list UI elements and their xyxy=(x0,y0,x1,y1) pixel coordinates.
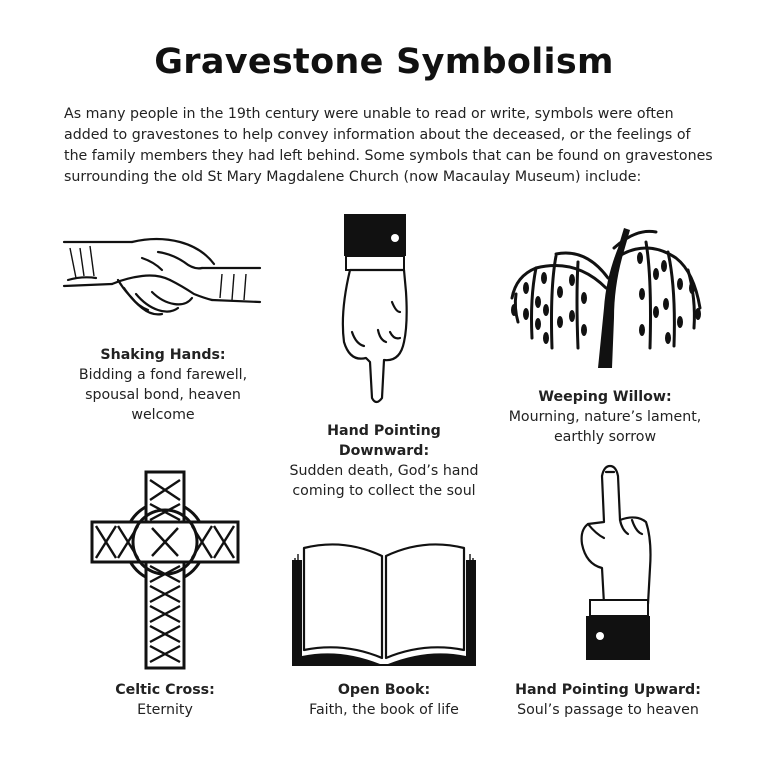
page-title: Gravestone Symbolism xyxy=(154,42,614,82)
symbol-caption-celtic-cross xyxy=(60,680,270,720)
shaking-hands-icon xyxy=(62,228,262,323)
symbol-meaning: Faith, the book of life xyxy=(309,702,459,718)
symbol-name: Weeping Willow: xyxy=(538,389,672,405)
symbol-meaning: Soul’s passage to heaven xyxy=(517,702,699,718)
symbol-name: Open Book: xyxy=(337,682,431,698)
symbol-meaning: Sudden death, God’s hand coming to collect the soul xyxy=(289,463,479,499)
symbol-caption-hand-pointing-upward xyxy=(506,680,710,720)
intro-paragraph: As many people in the 19th century were unable to read or write, symbols were often added to gravestones to help convey information about the deceased, or the feelings of the family members they had left behind. Some symbols that can be found on gravestones surrounding the old St Mary Magdalene Church (now Macaulay Museum) include: xyxy=(64,106,713,185)
symbol-caption-hand-pointing-downward xyxy=(274,421,494,501)
symbol-meaning: Bidding a fond farewell, spousal bond, heaven welcome xyxy=(78,367,248,423)
symbol-meaning: Mourning, nature’s lament, earthly sorrow xyxy=(508,409,702,445)
open-book-icon xyxy=(290,540,478,668)
symbol-meaning: Eternity xyxy=(137,702,193,718)
hand-pointing-downward-icon xyxy=(334,212,414,408)
symbol-name: Hand Pointing Downward: xyxy=(327,423,441,459)
symbol-caption-open-book xyxy=(284,680,484,720)
celtic-cross-icon xyxy=(90,470,240,670)
symbol-name: Hand Pointing Upward: xyxy=(515,682,701,698)
symbol-caption-shaking-hands xyxy=(58,345,268,425)
hand-pointing-upward-icon xyxy=(576,464,656,664)
symbol-name: Celtic Cross: xyxy=(115,682,215,698)
symbol-caption-weeping-willow xyxy=(495,387,715,447)
weeping-willow-icon xyxy=(506,218,704,370)
symbol-name: Shaking Hands: xyxy=(100,347,226,363)
